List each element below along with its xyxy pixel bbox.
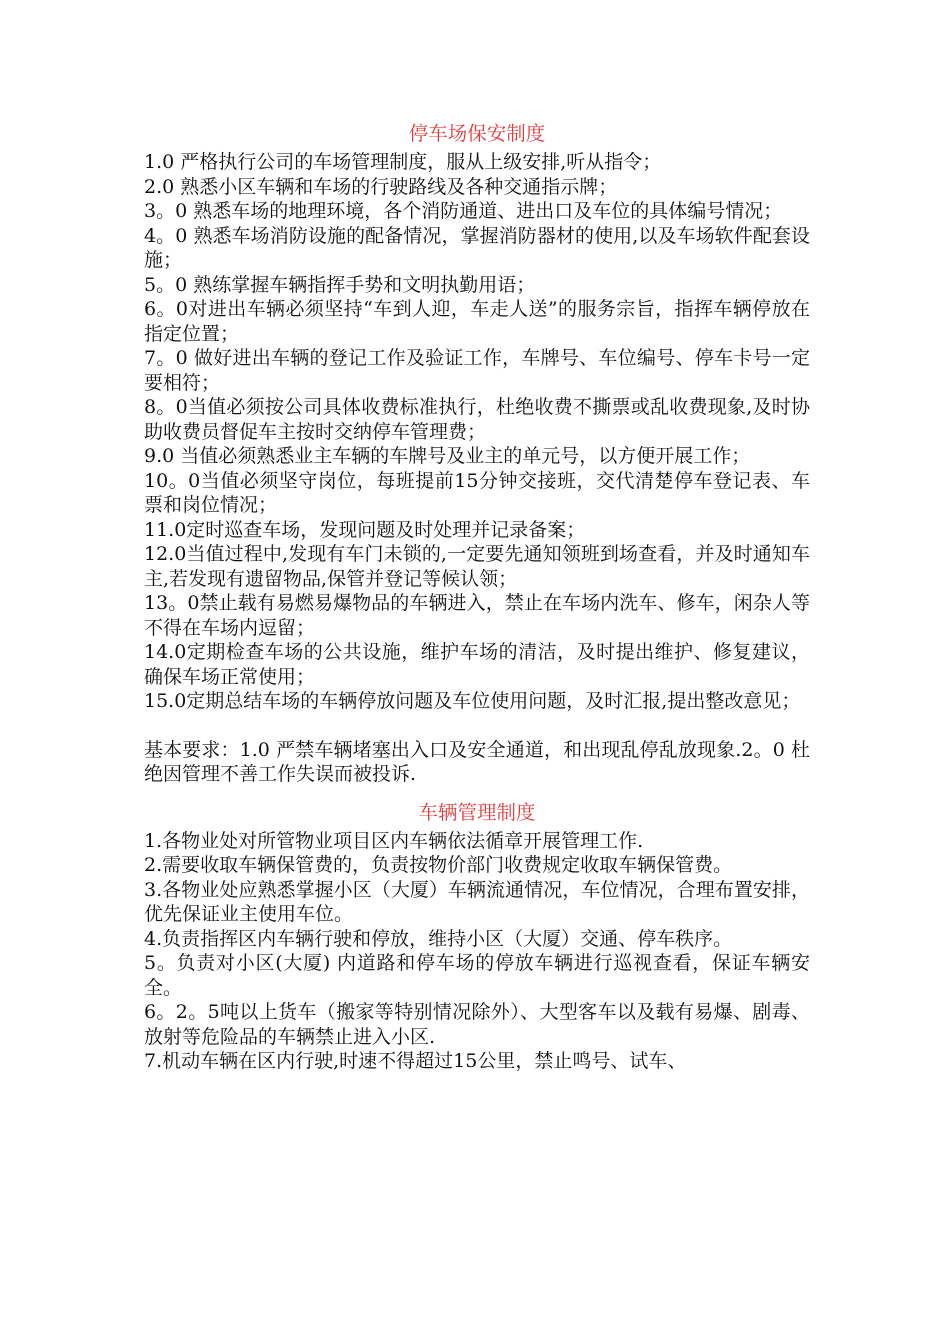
rule-paragraph: 2.需要收取车辆保管费的，负责按物价部门收费规定收取车辆保管费。 [144,854,733,876]
document-page [144,118,810,1074]
rule-paragraph: 5。0 熟练掌握车辆指挥手势和文明执勤用语； [144,273,536,296]
rule-paragraph: 5。负责对小区(大厦) 内道路和停车场的停放车辆进行巡视查看，保证车辆安全。 [144,952,810,999]
rule-paragraph: 7.机动车辆在区内行驶,时速不得超过15公里，禁止鸣号、试车、 [144,1050,687,1072]
rule-paragraph: 1.0 严格执行公司的车场管理制度，服从上级安排,听从指令； [144,151,662,173]
rule-paragraph: 8。0当值必须按公司具体收费标准执行，杜绝收费不撕票或乱收费现象,及时协助收费员督促车主按时交纳停车管理费； [144,396,810,443]
rule-paragraph: 4.负责指挥区内车辆行驶和停放，维持小区（大厦）交通、停车秩序。 [144,927,733,950]
section-title-vehicle-management: 车辆管理制度 [418,800,536,824]
rule-paragraph: 3.各物业处应熟悉掌握小区（大厦）车辆流通情况，车位情况，合理布置安排，优先保证业主使用车位。 [144,878,810,925]
rule-paragraph: 2.0 熟悉小区车辆和车场的行驶路线及各种交通指示牌； [144,175,618,198]
rule-paragraph: 6。2。5吨以上货车（搬家等特别情况除外）、大型客车以及载有易爆、剧毒、放射等危险品的车辆禁止进入小区. [144,1001,810,1048]
rule-paragraph: 10。0当值必须坚守岗位，每班提前15分钟交接班，交代清楚停车登记表、车票和岗位情况； [144,469,810,516]
rule-paragraph: 14.0定期检查车场的公共设施，维护车场的清洁，及时提出维护、修复建议，确保车场正常使用； [144,641,810,688]
rule-paragraph: 7。0 做好进出车辆的登记工作及验证工作，车牌号、车位编号、停车卡号一定要相符； [144,347,810,394]
rule-paragraph: 9.0 当值必须熟悉业主车辆的车牌号及业主的单元号，以方便开展工作； [144,445,751,467]
section-title-parking-security: 停车场保安制度 [408,122,546,145]
rule-paragraph: 1.各物业处对所管物业项目区内车辆依法循章开展管理工作. [144,829,644,852]
basic-requirements: 基本要求：1.0 严禁车辆堵塞出入口及安全通道，和出现乱停乱放现象.2。0 杜绝因管理不善工作失误而被投诉. [144,738,810,785]
rule-paragraph: 4。0 熟悉车场消防设施的配备情况，掌握消防器材的使用,以及车场软件配套设施； [144,224,810,271]
rule-paragraph: 13。0禁止载有易燃易爆物品的车辆进入，禁止在车场内洗车、修车，闲杂人等不得在车场内逗留； [144,592,810,639]
rule-paragraph: 11.0定时巡查车场，发现问题及时处理并记录备案； [144,518,586,541]
rule-paragraph: 15.0定期总结车场的车辆停放问题及车位使用问题，及时汇报,提出整改意见； [144,690,801,712]
blank-line [144,714,810,738]
rule-paragraph: 3。0 熟悉车场的地理环境，各个消防通道、进出口及车位的具体编号情况； [144,200,783,222]
vehicle-management-rules [144,829,810,1074]
rule-paragraph: 12.0当值过程中,发现有车门未锁的,一定要先通知领班到场查看，并及时通知车主,若发现有遗留物品,保管并登记等候认领； [144,543,810,590]
rule-paragraph: 6。0对进出车辆必须坚持“车到人迎，车走人送”的服务宗旨，指挥车辆停放在指定位置； [144,298,810,345]
blank-line [144,787,810,797]
parking-security-rules [144,150,810,714]
